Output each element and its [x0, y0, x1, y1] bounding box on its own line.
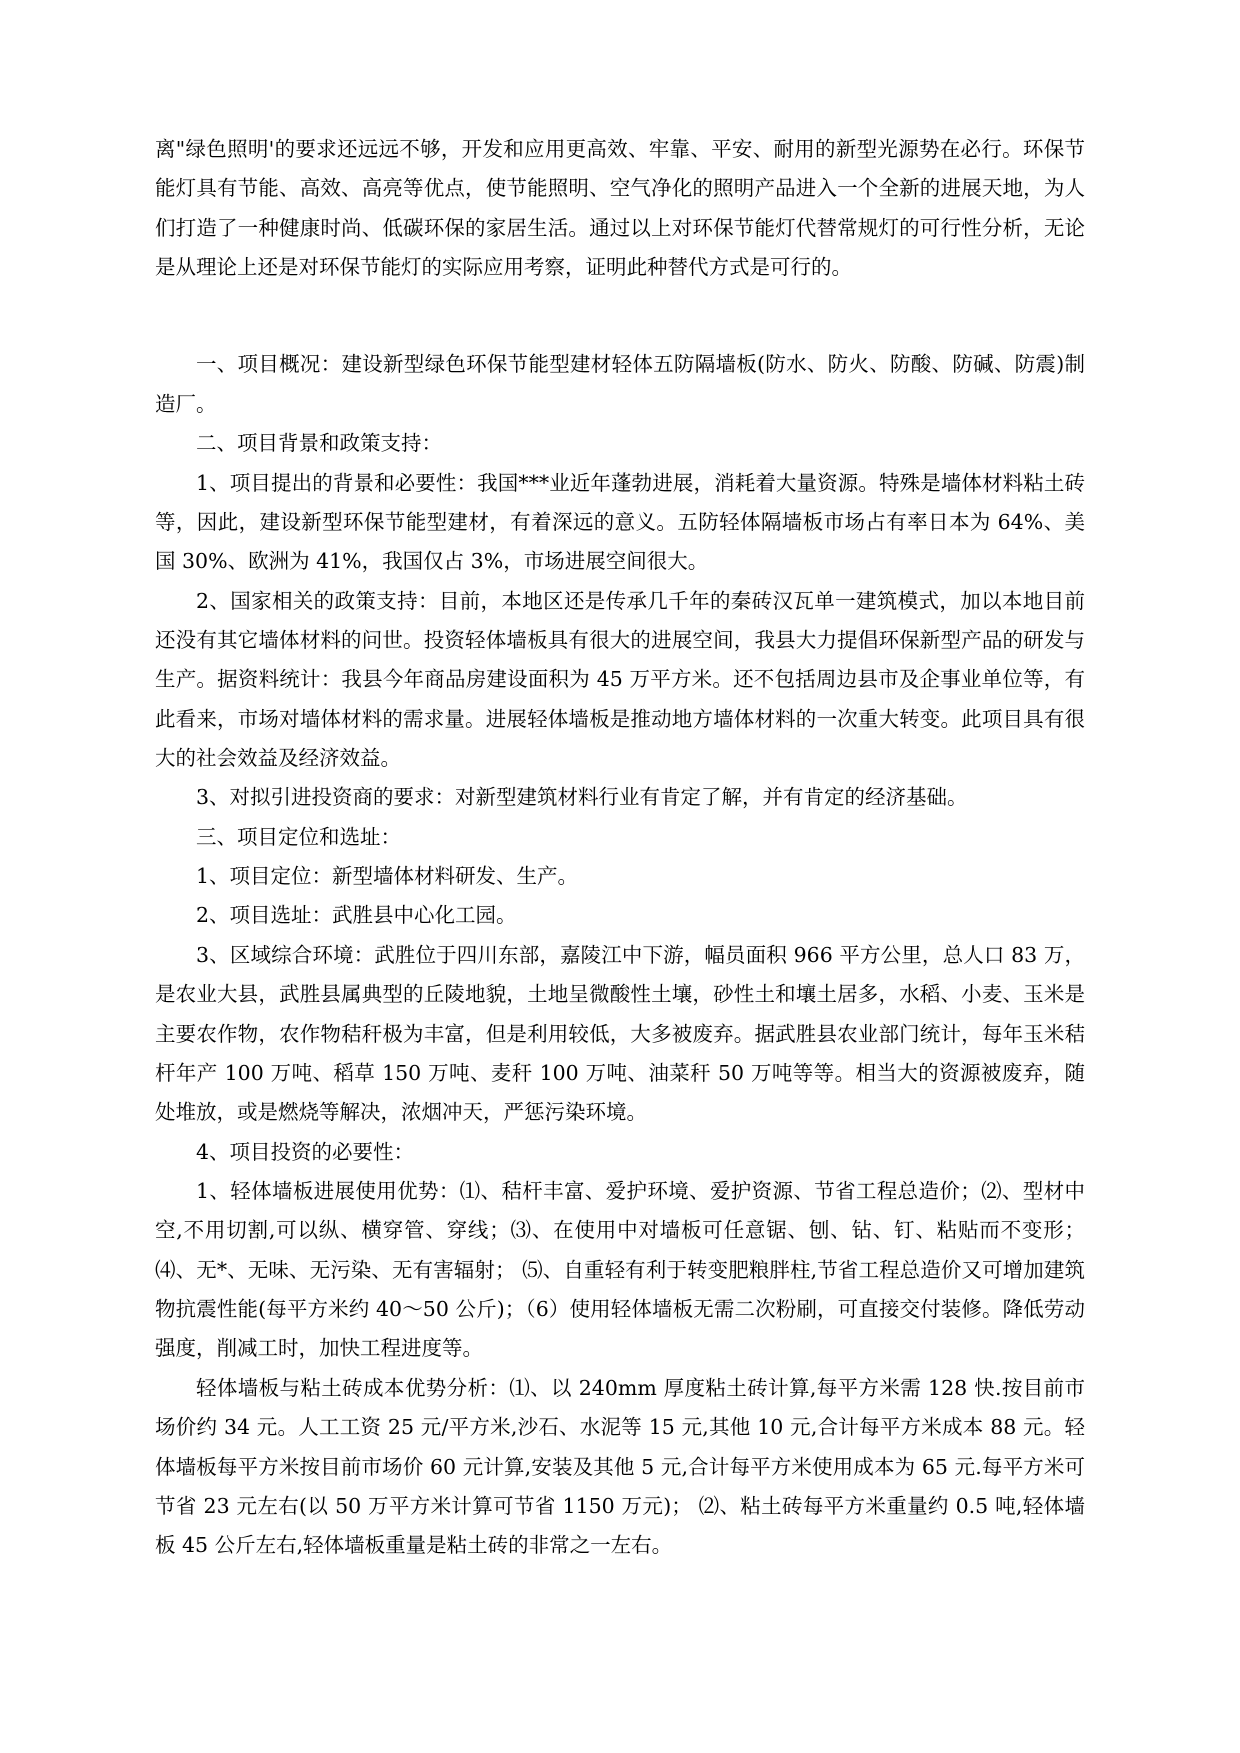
paragraph-panel-advantages: 1、轻体墙板进展使用优势：⑴、秸杆丰富、爱护环境、爱护资源、节省工程总造价；⑵、型材中空,不用切割,可以纵、横穿管、穿线；⑶、在使用中对墙板可任意锯、刨、钻、钉、粘贴而不变形；⑷、无*、无味、无污染、无有害辐射； ⑸、自重轻有利于转变肥粮胖柱,节省工程总造价又可增加建筑物抗震性能(每平方米约 40～50 公斤)；（6）使用轻体墙板无需二次粉刷，可直接交付装修。降低劳动强度，削减工时，加快工程进度等。 [155, 1178, 1085, 1361]
paragraph-policy-support: 2、国家相关的政策支持：目前，本地区还是传承几千年的秦砖汉瓦单一建筑模式，加以本地目前还没有其它墙体材料的问世。投资轻体墙板具有很大的进展空间，我县大力提倡环保新型产品的研发与生产。据资料统计：我县今年商品房建设面积为 45 万平方米。还不包括周边县市及企事业单位等，有此看来，市场对墙体材料的需求量。进展轻体墙板是推动地方墙体材料的一次重大转变。此项目具有很大的社会效益及经济效益。 [155, 588, 1085, 771]
section-spacer [155, 287, 1085, 345]
paragraph-positioning-heading: 三、项目定位和选址： [196, 824, 401, 849]
paragraph-project-site: 2、项目选址：武胜县中心化工园。 [196, 903, 517, 928]
paragraph-regional-environment: 3、区域综合环境：武胜位于四川东部，嘉陵江中下游，幅员面积 966 平方公里，总人口 83 万，是农业大县，武胜县属典型的丘陵地貌，土地呈微酸性土壤，砂性土和壤土居多，水稻、小麦、玉米是主要农作物，农作物秸秆极为丰富，但是利用较低，大多被废弃。据武胜县农业部门统计，每年玉米秸杆年产 100 万吨、稻草 150 万吨、麦秆 100 万吨、油菜秆 50 万吨等等。相当大的资源被废弃，随处堆放，或是燃烧等解决，浓烟冲天，严惩污染环境。 [155, 942, 1085, 1125]
paragraph-investment-necessity-heading: 4、项目投资的必要性： [196, 1139, 415, 1164]
intro-paragraph: 离"绿色照明'的要求还远远不够，开发和应用更高效、牢靠、平安、耐用的新型光源势在必行。环保节能灯具有节能、高效、高亮等优点，使节能照明、空气净化的照明产品进入一个全新的进展天地，为人们打造了一种健康时尚、低碳环保的家居生活。通过以上对环保节能灯代替常规灯的可行性分析，无论是从理论上还是对环保节能灯的实际应用考察，证明此种替代方式是可行的。 [155, 137, 1085, 280]
paragraph-cost-comparison: 轻体墙板与粘土砖成本优势分析：⑴、以 240mm 厚度粘土砖计算,每平方米需 128 快.按目前市场价约 34 元。人工工资 25 元/平方米,沙石、水泥等 15 元,其他 10 元,合计每平方米成本 88 元。轻体墙板每平方米按目前市场价 60 元计算,安装及其他 5 元,合计每平方米使用成本为 65 元.每平方米可节省 23 元左右(以 50 万平方米计算可节省 1150 万元)； ⑵、粘土砖每平方米重量约 0.5 吨,轻体墙板 45 公斤左右,轻体墙板重量是粘土砖的非常之一左右。 [155, 1375, 1085, 1558]
paragraph-background-heading: 二、项目背景和政策支持： [196, 431, 442, 456]
paragraph-background-necessity: 1、项目提出的背景和必要性：我国***业近年蓬勃进展，消耗着大量资源。特殊是墙体材料粘土砖等，因此，建设新型环保节能型建材，有着深远的意义。五防轻体隔墙板市场占有率日本为 64%、美国 30%、欧洲为 41%，我国仅占 3%，市场进展空间很大。 [155, 470, 1085, 574]
document-body [155, 130, 1085, 1566]
paragraph-project-positioning: 1、项目定位：新型墙体材料研发、生产。 [196, 864, 579, 889]
paragraph-project-overview: 一、项目概况：建设新型绿色环保节能型建材轻体五防隔墙板(防水、防火、防酸、防碱、防震)制造厂。 [155, 352, 1085, 416]
paragraph-investor-requirements: 3、对拟引进投资商的要求：对新型建筑材料行业有肯定了解，并有肯定的经济基础。 [196, 785, 968, 810]
